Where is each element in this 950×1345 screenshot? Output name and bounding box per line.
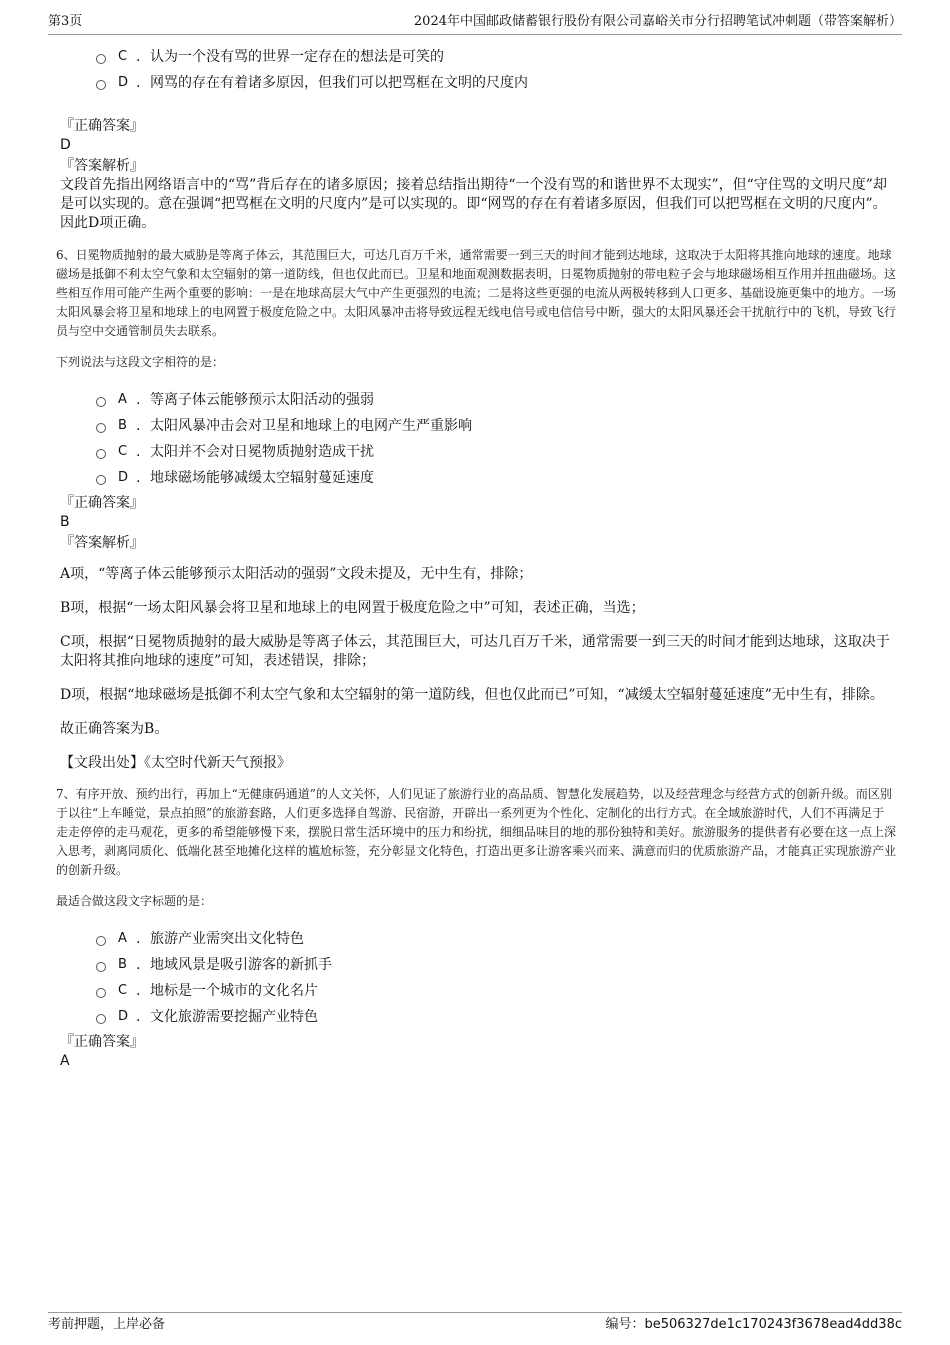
radio-icon[interactable] — [96, 962, 106, 972]
q7-options — [96, 926, 896, 1030]
radio-icon[interactable] — [96, 449, 106, 459]
q6-analysis-c: C项，根据“日冕物质抛射的最大威胁是等离子体云，其范围巨大，可达几百万千米，通常需要一到三天的时间才能到达地球，这取决于太阳将其推向地球的速度”可知，表述错误，排除； — [60, 634, 890, 669]
q6-analysis-d: D项，根据“地球磁场是抵御不利太空气象和太空辐射的第一道防线，但也仅此而已”可知，“减缓太空辐射蔓延速度”无中生有，排除。 — [60, 687, 884, 703]
option-text: 认为一个没有骂的世界一定存在的想法是可笑的 — [150, 49, 444, 65]
code-value: be506327de1c170243f3678ead4dd38c — [644, 1317, 902, 1332]
q6-analysis-label: 『答案解析』 — [60, 535, 144, 551]
option-letter: D — [118, 1009, 129, 1024]
q5-option-c[interactable]: C . 认为一个没有骂的世界一定存在的想法是可笑的 — [96, 44, 896, 70]
option-letter: C — [118, 444, 128, 459]
q6-option-a[interactable]: A . 等离子体云能够预示太阳活动的强弱 — [96, 387, 896, 413]
q5-option-d[interactable]: D . 网骂的存在有着诸多原因，但我们可以把骂框在文明的尺度内 — [96, 70, 896, 96]
q6-option-d[interactable]: D . 地球磁场能够减缓太空辐射蔓延速度 — [96, 465, 896, 491]
option-text: 网骂的存在有着诸多原因，但我们可以把骂框在文明的尺度内 — [150, 75, 528, 91]
q6-analysis-conclusion: 故正确答案为B。 — [60, 721, 169, 737]
page-footer — [48, 1312, 902, 1337]
q5-options — [96, 44, 896, 96]
option-text: 地球磁场能够减缓太空辐射蔓延速度 — [150, 470, 374, 486]
q7-option-b[interactable]: B . 地域风景是吸引游客的新抓手 — [96, 952, 896, 978]
option-letter: D — [118, 75, 129, 90]
option-text: 旅游产业需突出文化特色 — [150, 931, 304, 947]
q6-source: 【文段出处】《太空时代新天气预报》 — [60, 755, 291, 771]
q6-analysis-a: A项，“等离子体云能够预示太阳活动的强弱”文段未提及，无中生有，排除； — [60, 566, 533, 582]
option-letter: A — [118, 931, 127, 946]
q7-option-a[interactable]: A . 旅游产业需突出文化特色 — [96, 926, 896, 952]
page-number: 第3页 — [48, 14, 83, 29]
option-letter: D — [118, 470, 129, 485]
option-text: 太阳并不会对日冕物质抛射造成干扰 — [150, 444, 374, 460]
q7-answer: A — [60, 1053, 70, 1069]
option-letter: C — [118, 983, 128, 998]
option-letter: A — [118, 392, 127, 407]
option-letter: B — [118, 957, 127, 972]
q6-option-c[interactable]: C . 太阳并不会对日冕物质抛射造成干扰 — [96, 439, 896, 465]
q6-analysis-b: B项，根据“一场太阳风暴会将卫星和地球上的电网置于极度危险之中”可知，表述正确，当选； — [60, 600, 645, 616]
q5-answer-label: 『正确答案』 — [60, 118, 144, 134]
option-letter: C — [118, 49, 128, 64]
option-letter: B — [118, 418, 127, 433]
page-content — [56, 42, 896, 1070]
option-text: 地标是一个城市的文化名片 — [150, 983, 318, 999]
code-label: 编号： — [605, 1317, 645, 1332]
q5-answer: D — [60, 137, 71, 153]
q5-analysis-label: 『答案解析』 — [60, 158, 144, 174]
q5-analysis: 文段首先指出网络语言中的“骂”背后存在的诸多原因；接着总结指出期待“一个没有骂的和谐世界不太现实”，但“守住骂的文明尺度”却是可以实现的。意在强调“把骂框在文明的尺度内”是可以实现的。即“网骂的存在有着诸多原因，但我们可以把骂框在文明的尺度内”。因此D项正确。 — [60, 177, 887, 231]
q6-option-b[interactable]: B . 太阳风暴冲击会对卫星和地球上的电网产生严重影响 — [96, 413, 896, 439]
q7-passage: 7、有序开放、预约出行，再加上“无健康码通道”的人文关怀，人们见证了旅游行业的高品质、智慧化发展趋势，以及经营理念与经营方式的创新升级。而区别于以往“上车睡觉，景点拍照”的旅游套路，人们更多选择自驾游、民宿游，开辟出一系列更为个性化、定制化的出行方式。在全域旅游时代，人们不再满足于走走停停的走马观花，更多的希望能够慢下来，摆脱日常生活环境中的压力和纷扰，细细品味目的地的那份独特和美好。旅游服务的提供者有必要在这一点上深入思考，剥离同质化、低端化甚至地摊化这样的尴尬标签，充分彰显文化特色，打造出更多让游客乘兴而来、满意而归的优质旅游产品，才能真正实现旅游产业的创新升级。 — [56, 787, 897, 877]
radio-icon[interactable] — [96, 80, 106, 90]
q6-prompt: 下列说法与这段文字相符的是： — [56, 355, 225, 369]
option-text: 地域风景是吸引游客的新抓手 — [150, 957, 332, 973]
radio-icon[interactable] — [96, 988, 106, 998]
q6-answer-label: 『正确答案』 — [60, 495, 144, 511]
q6-passage: 6、日冕物质抛射的最大威胁是等离子体云，其范围巨大，可达几百万千米，通常需要一到三天的时间才能到达地球，这取决于太阳将其推向地球的速度。地球磁场是抵御不利太空气象和太空辐射的第一道防线，但也仅此而已。卫星和地面观测数据表明，日冕物质抛射的带电粒子会与地球磁场相互作用并扭曲磁场。这些相互作用可能产生两个重要的影响：一是在地球高层大气中产生更强烈的电流；二是将这些更强的电流从两极转移到人口更多、基础设施更集中的地方。一场太阳风暴会将卫星和地球上的电网置于极度危险之中。太阳风暴冲击将导致远程无线电信号或电信信号中断，强大的太阳风暴还会干扰航行中的飞机，导致飞行员与空中交通管制员失去联系。 — [56, 248, 897, 338]
page-header — [48, 12, 902, 35]
footer-code — [605, 1315, 902, 1335]
q7-prompt: 最适合做这段文字标题的是： — [56, 894, 213, 908]
radio-icon[interactable] — [96, 936, 106, 946]
option-text: 等离子体云能够预示太阳活动的强弱 — [150, 392, 374, 408]
option-text: 文化旅游需要挖掘产业特色 — [150, 1009, 318, 1025]
document-title: 2024年中国邮政储蓄银行股份有限公司嘉峪关市分行招聘笔试冲刺题（带答案解析） — [413, 14, 902, 29]
radio-icon[interactable] — [96, 397, 106, 407]
radio-icon[interactable] — [96, 423, 106, 433]
radio-icon[interactable] — [96, 54, 106, 64]
option-text: 太阳风暴冲击会对卫星和地球上的电网产生严重影响 — [150, 418, 472, 434]
q7-option-c[interactable]: C . 地标是一个城市的文化名片 — [96, 978, 896, 1004]
footer-slogan: 考前押题，上岸必备 — [48, 1317, 166, 1332]
q7-option-d[interactable]: D . 文化旅游需要挖掘产业特色 — [96, 1004, 896, 1030]
q6-options — [96, 387, 896, 491]
radio-icon[interactable] — [96, 475, 106, 485]
q7-answer-label: 『正确答案』 — [60, 1034, 144, 1050]
radio-icon[interactable] — [96, 1014, 106, 1024]
q6-answer: B — [60, 514, 70, 530]
